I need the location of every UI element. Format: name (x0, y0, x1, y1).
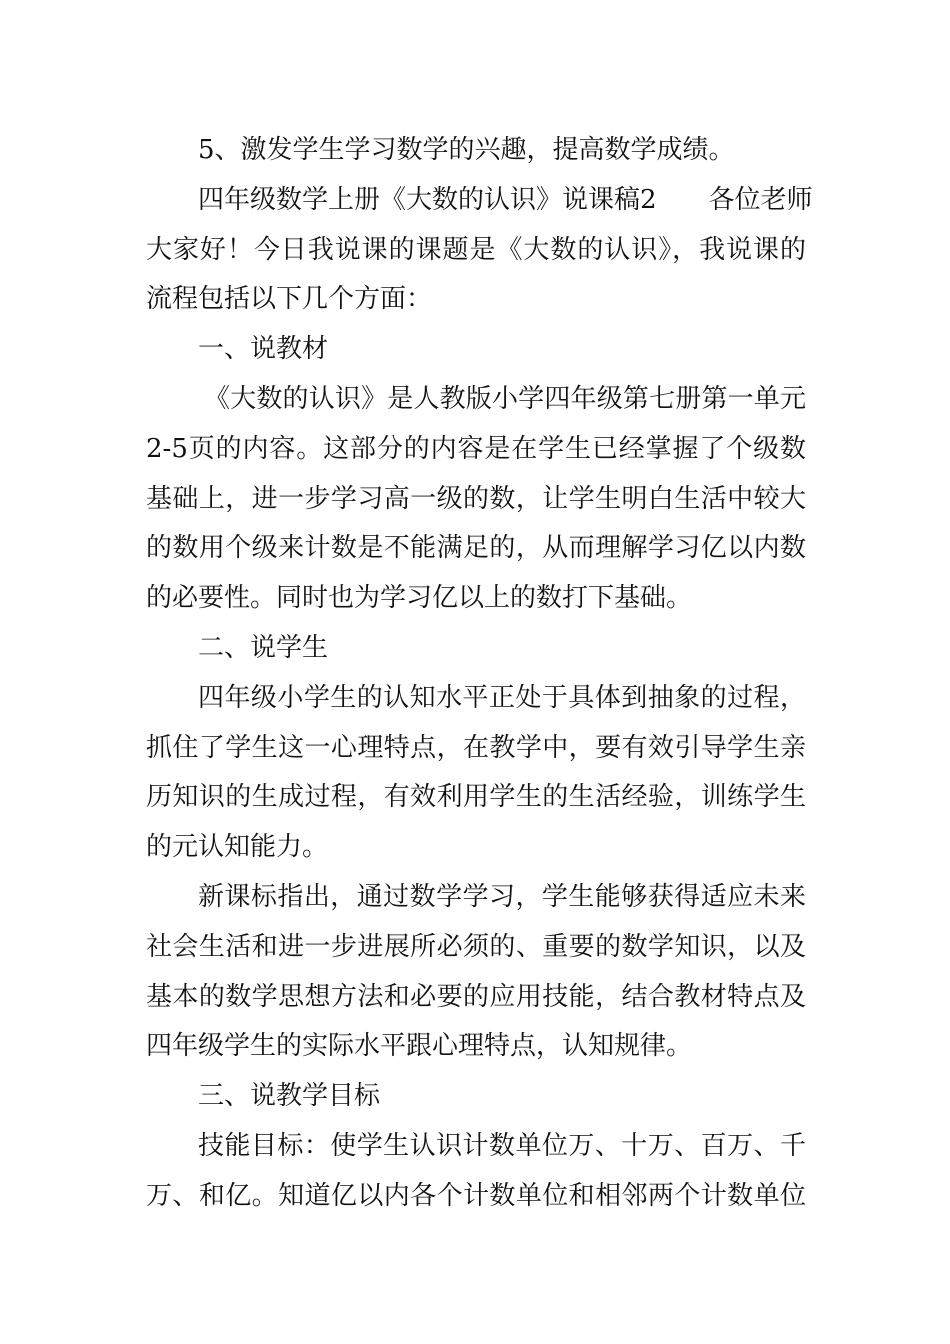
section-heading-textbook: 一、说教材 (198, 334, 329, 365)
greeting-line-3: 流程包括以下几个方面： (146, 284, 433, 315)
paragraph-goal-5: 5、激发学生学习数学的兴趣，提高数学成绩。 (198, 135, 735, 165)
textbook-line-4: 的数用个级来计数是不能满足的，从而理解学习亿以内数 (146, 533, 806, 564)
section-heading-students: 二、说学生 (198, 632, 329, 663)
students-line-4: 的元认知能力。 (146, 832, 329, 863)
textbook-line-5: 的必要性。同时也为学习亿以上的数打下基础。 (146, 583, 693, 614)
students-line-1: 四年级小学生的认知水平正处于具体到抽象的过程， (198, 682, 806, 713)
greeting-start: 各位老师 (708, 184, 813, 215)
students-line-2: 抓住了学生这一心理特点，在教学中，要有效引导学生亲 (146, 732, 806, 763)
curriculum-line-1: 新课标指出，通过数学学习，学生能够获得适应未来 (198, 881, 806, 912)
students-line-3: 历知识的生成过程，有效利用学生的生活经验，训练学生 (146, 782, 806, 813)
textbook-line-3: 基础上，进一步学习高一级的数，让学生明白生活中较大 (146, 483, 806, 514)
section-heading-objectives: 三、说教学目标 (198, 1081, 381, 1112)
curriculum-line-2: 社会生活和进一步进展所必须的、重要的数学知识，以及 (146, 931, 806, 962)
lecture-title-line (146, 176, 813, 226)
curriculum-line-3: 基本的数学思想方法和必要的应用技能，结合教材特点及 (146, 981, 806, 1012)
document-body (146, 126, 813, 1222)
greeting-line-2: 大家好！今日我说课的课题是《大数的认识》，我说课的 (146, 234, 806, 265)
lecture-title: 四年级数学上册《大数的认识》说课稿2 (198, 184, 657, 215)
textbook-line-2: 2-5页的内容。这部分的内容是在学生已经掌握了个级数 (146, 433, 806, 464)
objectives-line-1: 技能目标：使学生认识计数单位万、十万、百万、千 (198, 1130, 806, 1161)
objectives-line-2: 万、和亿。知道亿以内各个计数单位和相邻两个计数单位 (146, 1180, 806, 1211)
textbook-line-1: 《大数的认识》是人教版小学四年级第七册第一单元 (204, 383, 806, 414)
curriculum-line-4: 四年级学生的实际水平跟心理特点，认知规律。 (146, 1031, 693, 1062)
